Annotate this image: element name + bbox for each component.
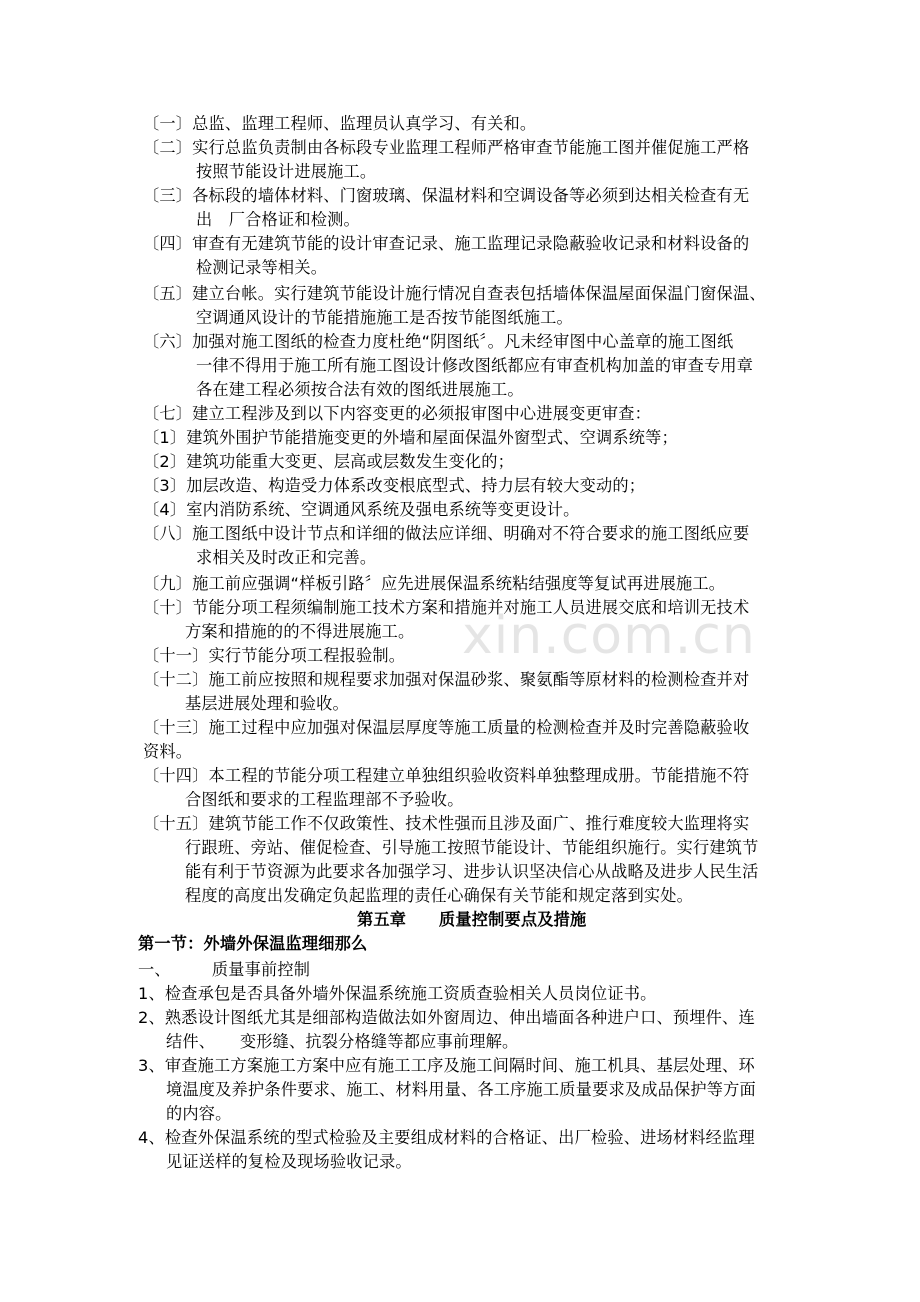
text-line: 〔2〕建筑功能重大变更、层高或层数发生变化的； <box>143 452 515 471</box>
text-line: 2、熟悉设计图纸尤其是细部构造做法如外窗周边、伸出墙面各种进户口、预埋件、连 <box>138 1008 755 1027</box>
text-line: 〔九〕施工前应强调“样板引路〞应先进展保温系统粘结强度等复试再进展施工。 <box>143 574 726 593</box>
text-line: 基层进展处理和验收。 <box>185 694 349 713</box>
text-line: 见证送样的复检及现场验收记录。 <box>166 1152 412 1171</box>
text-line: 空调通风设计的节能措施施工是否按节能图纸施工。 <box>196 308 573 327</box>
text-line: 程度的高度出发确定负起监理的责任心确保有关节能和规定落到实处。 <box>185 886 694 905</box>
text-line: 资料。 <box>143 742 193 761</box>
text-line: 的内容。 <box>166 1104 232 1123</box>
text-line: 〔十一〕实行节能分项工程报验制。 <box>143 646 406 665</box>
text-line: 〔三〕各标段的墙体材料、门窗玻璃、保温材料和空调设备等必须到达相关检查有无 <box>143 186 750 205</box>
text-line: 〔4〕室内消防系统、空调通风系统及强电系统等变更设计。 <box>143 500 580 519</box>
text-line: 一律不得用于施工所有施工图设计修改图纸都应有审查机构加盖的审查专用章 <box>196 356 754 375</box>
section-title: 第一节：外墙外保温监理细那么 <box>138 934 368 953</box>
subsection-heading: 一、 质量事前控制 <box>138 960 311 979</box>
text-line: 4、检查外保温系统的型式检验及主要组成材料的合格证、出厂检验、进场材料经监理 <box>138 1128 755 1147</box>
text-line: 〔3〕加层改造、构造受力体系改变根底型式、持力层有较大变动的； <box>143 476 646 495</box>
text-line: 合图纸和要求的工程监理部不予验收。 <box>185 790 464 809</box>
text-line: 〔二〕实行总监负责制由各标段专业监理工程师严格审查节能施工图并催促施工严格 <box>143 138 750 157</box>
text-line: 3、审查施工方案施工方案中应有施工工序及施工间隔时间、施工机具、基层处理、环 <box>138 1056 755 1075</box>
text-line: 〔七〕建立工程涉及到以下内容变更的必须报审图中心进展变更审查： <box>143 404 652 423</box>
text-line: 〔八〕施工图纸中设计节点和详细的做法应详细、明确对不符合要求的施工图纸应要 <box>143 524 750 543</box>
text-line: 〔五〕建立台帐。实行建筑节能设计施行情况自查表包括墙体保温屋面保温门窗保温、 <box>143 284 766 303</box>
text-line: 〔1〕建筑外围护节能措施变更的外墙和屋面保温外窗型式、空调系统等； <box>143 428 678 447</box>
text-line: 〔十三〕施工过程中应加强对保温层厚度等施工质量的检测检查并及时完善隐蔽验收 <box>143 718 750 737</box>
text-line: 〔一〕总监、监理工程师、监理员认真学习、有关和。 <box>143 114 537 133</box>
chapter-title: 第五章 质量控制要点及措施 <box>357 910 587 929</box>
text-line: 各在建工程必须按合法有效的图纸进展施工。 <box>196 380 524 399</box>
text-line: 〔十五〕建筑节能工作不仅政策性、技术性强而且涉及面广、推行难度较大监理将实 <box>143 814 750 833</box>
text-line: 结件、 变形缝、抗裂分格缝等都应事前理解。 <box>166 1032 519 1051</box>
text-line: 按照节能设计进展施工。 <box>196 162 377 181</box>
text-line: 境温度及养护条件要求、施工、材料用量、各工序施工质量要求及成品保护等方面 <box>166 1080 756 1099</box>
text-line: 行跟班、旁站、催促检查、引导施工按照节能设计、节能组织施行。实行建筑节 <box>185 838 759 857</box>
text-line: 〔十四〕本工程的节能分项工程建立单独组织验收资料单独整理成册。节能措施不符 <box>143 766 750 785</box>
text-line: 〔四〕审查有无建筑节能的设计审查记录、施工监理记录隐蔽验收记录和材料设备的 <box>143 234 750 253</box>
text-line: 1、检查承包是否具备外墙外保温系统施工资质查验相关人员岗位证书。 <box>138 984 657 1003</box>
text-line: 〔十〕节能分项工程须编制施工技术方案和措施并对施工人员进展交底和培训无技术 <box>143 598 750 617</box>
text-line: 出 厂合格证和检测。 <box>196 210 360 229</box>
text-line: 方案和措施的的不得进展施工。 <box>185 622 415 641</box>
text-line: 〔十二〕施工前应按照和规程要求加强对保温砂浆、聚氨酯等原材料的检测检查并对 <box>143 670 750 689</box>
text-line: 能有利于节资源为此要求各加强学习、进步认识坚决信心从战略及进步人民生活 <box>185 862 759 881</box>
watermark: xin.com.cn <box>462 606 756 666</box>
text-line: 检测记录等相关。 <box>196 258 328 277</box>
text-line: 〔六〕加强对施工图纸的检查力度杜绝“阴图纸〞。凡未经审图中心盖章的施工图纸 <box>143 332 734 351</box>
text-line: 求相关及时改正和完善。 <box>196 548 377 567</box>
